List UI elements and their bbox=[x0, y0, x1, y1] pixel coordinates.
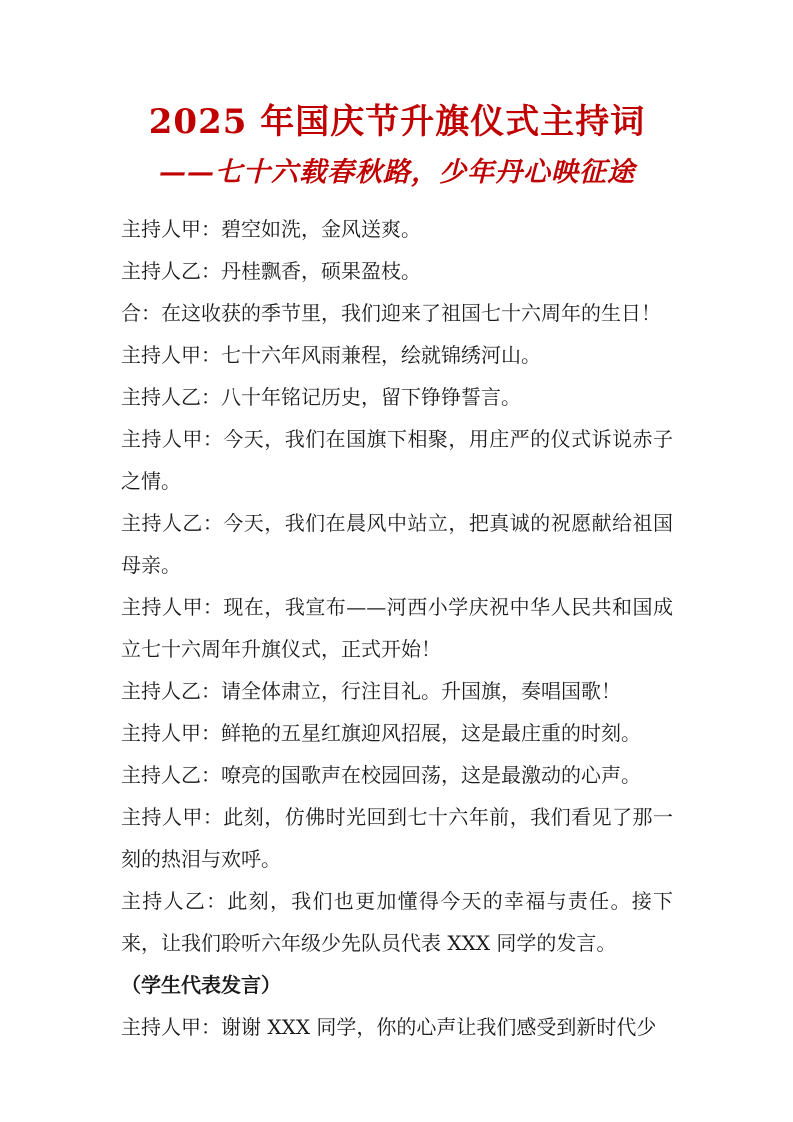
script-line: 合：在这收获的季节里，我们迎来了祖国七十六周年的生日！ bbox=[121, 301, 661, 325]
document-body bbox=[121, 208, 673, 1048]
script-line: 主持人甲：鲜艳的五星红旗迎风招展，这是最庄重的时刻。 bbox=[121, 721, 641, 745]
script-line: 主持人甲：七十六年风雨兼程，绘就锦绣河山。 bbox=[121, 343, 541, 367]
script-line: 主持人乙：请全体肃立，行注目礼。升国旗，奏唱国歌！ bbox=[121, 679, 621, 703]
script-line: 主持人乙：嘹亮的国歌声在校园回荡，这是最激动的心声。 bbox=[121, 763, 641, 787]
script-line: 主持人甲：此刻，仿佛时光回到七十六年前，我们看见了那一刻的热泪与欢呼。 bbox=[121, 805, 673, 871]
document-subtitle: ——七十六载春秋路，少年丹心映征途 bbox=[159, 157, 635, 188]
script-line: 主持人乙：此刻，我们也更加懂得今天的幸福与责任。接下来，让我们聆听六年级少先队员代表 XXX 同学的发言。 bbox=[121, 889, 673, 955]
document-title: 2025 年国庆节升旗仪式主持词 bbox=[148, 102, 646, 142]
script-line: 主持人乙：八十年铭记历史，留下铮铮誓言。 bbox=[121, 385, 521, 409]
script-line: 主持人甲：谢谢 XXX 同学，你的心声让我们感受到新时代少 bbox=[121, 1015, 657, 1039]
script-line: 主持人甲：今天，我们在国旗下相聚，用庄严的仪式诉说赤子之情。 bbox=[121, 427, 673, 493]
script-line: 主持人甲：现在，我宣布——河西小学庆祝中华人民共和国成立七十六周年升旗仪式，正式开始！ bbox=[121, 595, 673, 661]
script-line: 主持人乙：丹桂飘香，硕果盈枝。 bbox=[121, 259, 421, 283]
stage-direction: （学生代表发言） bbox=[121, 973, 281, 997]
script-line: 主持人甲：碧空如洗，金风送爽。 bbox=[121, 217, 421, 241]
script-line: 主持人乙：今天，我们在晨风中站立，把真诚的祝愿献给祖国母亲。 bbox=[121, 511, 673, 577]
